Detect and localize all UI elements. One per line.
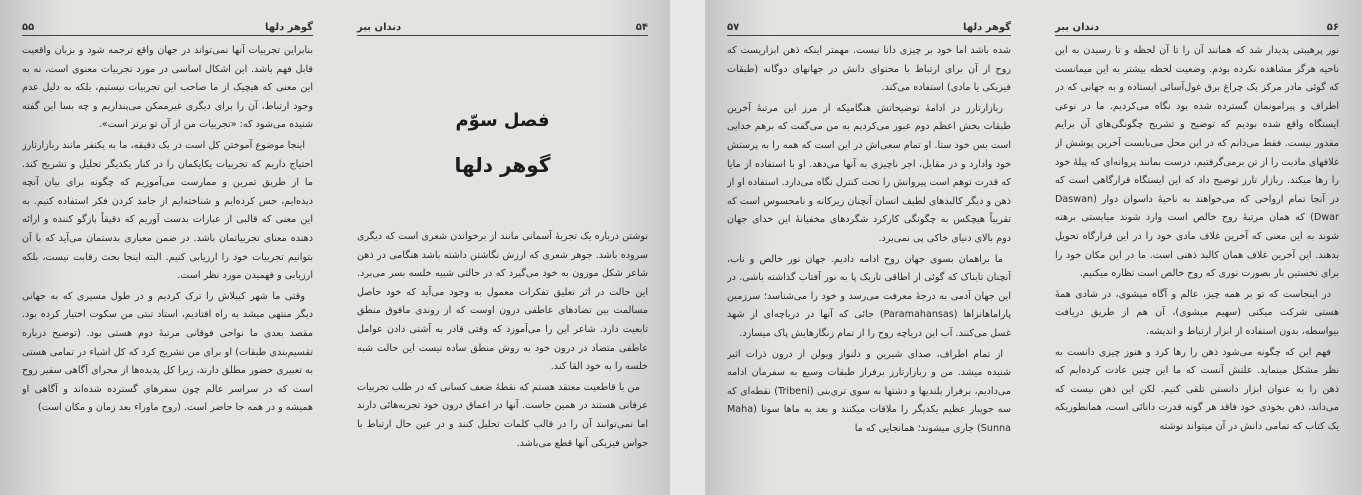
header-page-number: ۵۷ xyxy=(727,22,740,33)
header-title: دندان ببر xyxy=(357,22,402,33)
header-page-number: ۵۶ xyxy=(1326,22,1339,33)
page-header xyxy=(357,22,648,36)
page-body xyxy=(22,42,313,489)
page-body xyxy=(727,42,1011,489)
book-spread-1 xyxy=(0,0,670,495)
paragraph: نوشتن درباره یک تجربهٔ آسمانی مانند از برخواندن شعری است که دیگری سروده باشد. جوهر شعری که ارزش نگاشتن داشته باشد هنگامی در ذهن شاعر شکل موزون به خود می‌گیرد که در حالتی شبیه خلسه بسر می‌برد. این حالت در اثر تعلیق تفکرات معمول به وجود می‌آید که خود حاصل مسالمت بین تضادهای عاطفی درون اوست که از روندی مافوق منطق تابعیت دارد. شاعر این را می‌آموزد که وقتی قادر به آشتی دادن عوامل عاطفی متضاد در درون خود به روش منطق ساده نیست این حالت شبه خلسه را به خود القا کند. xyxy=(357,231,648,373)
paragraph: ربازارتارز در ادامهٔ توضیحاتش هنگامیکه از مرز این مرتبهٔ آخرین طبقات بخش اعظم دوم عبور می‌کردیم به من می‌گفت که برهم خدایی است بس خود ستا. او تمام سعی‌اش در این است که همه را به پرستش خود وادارد و در مقابل، اجر ناچیزی به آنها می‌دهد. او با استفاده از مایا که قدرت توهم است پیروانش را تحت کنترل نگاه می‌دارد. استفاده او از ذهن و دیگر کالبدهای لطیف انسان آنچنان زیرکانه و نامحسوس است که تقریباً هیچکس به چگونگی کارکرد شگردهای مخفیانهٔ این خدای جهان دوم بالای دنیای خاکی پی نمی‌برد. xyxy=(727,102,1011,244)
paragraph: شده باشد اما خود بر چیزی دانا نیست. مهمتر اینکه ذهن ابزاریست که روح از آن برای ارتباط با محتوای دانش در جهانهای دوگانه (طبقات فیزیکی یا مادی) استفاده می‌کند. xyxy=(727,45,1011,94)
paragraph: وقتی ما شهر کیبلاش را ترک کردیم و در طول مسیری که به جهانی دیگر منتهی میشد به راه افتادیم، استاد تبتی من سکوت اختیار کرده بود. مقصد بعدی ما نواحی فوقانی مرتبهٔ دوم هستی بود. (توضیح درباره تقسیم‌بندی طبقات) او برای من تشریح کرد که کل اشیاء در تمامی هستی به تعبیری حضور مطلق دارند، زیرا کل پدیده‌ها از مجرای آگاهی سفیر روح است که در سراسر عالم چون سفرهای گسترده شده‌اند و آگاهی او همیشه و در همه جا حاضر است. (روح ماوراء بعد زمان و مکان است) xyxy=(22,290,313,414)
page-header xyxy=(1055,22,1339,36)
paragraph: در اینجاست که تو بر همه چیز، عالم و آگاه میشوی، در شادی همهٔ هستی شرکت میکنی (سهیم میشوی)، آن هم از طریق دریافت بیواسطه، بدون استفاده از ابزار ارتباط و اندیشه. xyxy=(1055,288,1339,337)
gap-between-spreads xyxy=(670,0,705,495)
paragraph: اینجا موضوع آموختن کل است در یک دقیقه، ما به یکنفر مانند ربازارتارز احتیاج داریم که تجربیات یکایکمان را در کنار یکدیگر تحلیل و تشریح کند. ما از طریق تمرین و ممارست می‌آموزیم که چگونه برای بیان آنچه دیده‌ایم، حس کرده‌ایم و شناخته‌ایم از جامد کردن فکر استفاده کنیم. به این معنی که قالبی از عبارات بدست آوریم که دقیقاً بازگو کننده و ارائه دهنده معنای تجربیاتمان باشد. در ضمن معیاری بدستمان می‌آید که با آن بتوانیم تجربیات خود را ارزیابی کنیم. البته اینجا بحث رقابت نیست، بلکه ارزیابی و فهمیدن مورد نظر است. xyxy=(22,139,313,282)
book-spread-2 xyxy=(705,0,1362,495)
header-title: گوهر دلها xyxy=(265,22,313,33)
page-57 xyxy=(705,0,1033,495)
page-header xyxy=(727,22,1011,36)
page-header xyxy=(22,22,313,36)
chapter-title: گوهر دلها xyxy=(454,153,551,177)
header-title: گوهر دلها xyxy=(963,22,1011,33)
paragraph: فهم این که چگونه می‌شود ذهن را رها کرد و هنوز چیزی دانست به نظر مشکل مینماید. علتش آنست که ما این چنین عادت کرده‌ایم که ذهن را به عنوان ابزار دانستن تلقی کنیم. لکن این ذهن نیست که می‌داند، ذهن بخودی خود فاقد هر گونه قدرت دانائی است، همانطوریکه یک کتاب که تمامی دانش در آن میتواند نوشته xyxy=(1055,346,1339,432)
page-54 xyxy=(335,0,670,495)
chapter-heading xyxy=(335,110,670,177)
header-title: دندان ببر xyxy=(1055,22,1100,33)
page-body xyxy=(1055,42,1339,489)
paragraph: نور پرهیبتی پدیدار شد که همانند آن را تا آن لحظه و تا رسیدن به این ناحیه هرگز مشاهده نکرده بودم. وضعیت لحظه بیشتر به این میمانست که گوئی مادر مرکز یک چراغ برق غول‌آسائی ایستاده و به جهانی که در اطراف و پیرامونمان گسترده شده بود نگاه می‌کردیم. ما در نوعی ایستگاه واقع شده بودیم که توضیح و تشریح چگونگی‌های آن برایم مقدور نیست. فقط می‌دانم که در این محل می‌بایست آخرین پوشش از غلافهای مادیت را از تن برمی‌گرفتیم، درست بمانند پروانه‌ای که پیلهٔ خود را رها میکند. ربازار تارز توضیح داد که این ایستگاه قرارگاهی است که در آنجا تمام ارواحی که می‌خواهند به ناحیهٔ داسوان دوار (Daswan Dwar) که همان مرتبهٔ روح خالص است وارد شوند میایستی برهنه شوند به این معنی که آخرین غلاف مادی خود را در این قرارگاه تحویل بدهند. این آخرین غلاف همان کالبد ذهنی است. ما در این مکان خود را برای نخستین بار بصورت نوری که روح خالص است نظاره میکنیم. xyxy=(1055,45,1339,280)
paragraph: بنابراین تجربیات آنها نمی‌تواند در جهان واقع ترجمه شود و بزبان واقعیت قابل فهم باشد. این اشکال اساسی در مورد تجربیات معنوی است، نه به این معنی که هیچیک از ما صاحب این تجربیات نیستیم، بلکه به دلیل عدم وجود ارتباط، آن را برای دیگری غیرممکن می‌پنداریم و چه بسا این گفته شنیده می‌شود که: «تجربیات من از آن تو برتر است». xyxy=(22,45,313,131)
paragraph: من با قاطعیت معتقد هستم که نقطهٔ ضعف کسانی که در طلب تجربیات عرفانی هستند در همین جاست. آنها در اعماق درون خود تجربه‌هائی دارند اما نمی‌توانند آن را در قالب کلمات تحلیل کنند و در عین حال ارتباط با حواس فیزیکی آنها قطع می‌باشد. xyxy=(357,381,648,449)
page-55 xyxy=(0,0,335,495)
chapter-label: فصل سوّم xyxy=(455,110,550,131)
header-page-number: ۵۵ xyxy=(22,22,35,33)
page-body xyxy=(357,228,648,489)
paragraph: ما براهمان بسوی جهان روح ادامه دادیم. جهان نور خالص و ناب، آنچنان تابناک که گوئی از اطاقی تاریک پا به نور آفتاب گذاشته باشی. در این جهان آدمی به درجهٔ معرفت می‌رسد و خود را می‌شناسد؛ سرزمین پاراماهانزاها (Paramahansas) جائی که آنها در دریاچه‌ای از شهد غسل می‌کنند. آب این دریاچه روح را از تمام زنگارهایش پاک میسازد. xyxy=(727,253,1011,339)
page-56 xyxy=(1033,0,1361,495)
paragraph: از تمام اطراف، صدای شیرین و دلنواز ویولن از درون ذرات اثیر شنیده میشد. من و ربازارتارز برفراز طبقات وسیع به سفرمان ادامه می‌دادیم، برفراز بلندیها و دشتها به سوی تری‌بنی (Tribeni) نقطه‌ای که سه جویبار عظیم یکدیگر را ملاقات میکنند و بعد به ماها سونا (Maha Sunna) جاری میشوند؛ همانجایی که ما xyxy=(727,348,1011,434)
header-page-number: ۵۴ xyxy=(635,22,648,33)
